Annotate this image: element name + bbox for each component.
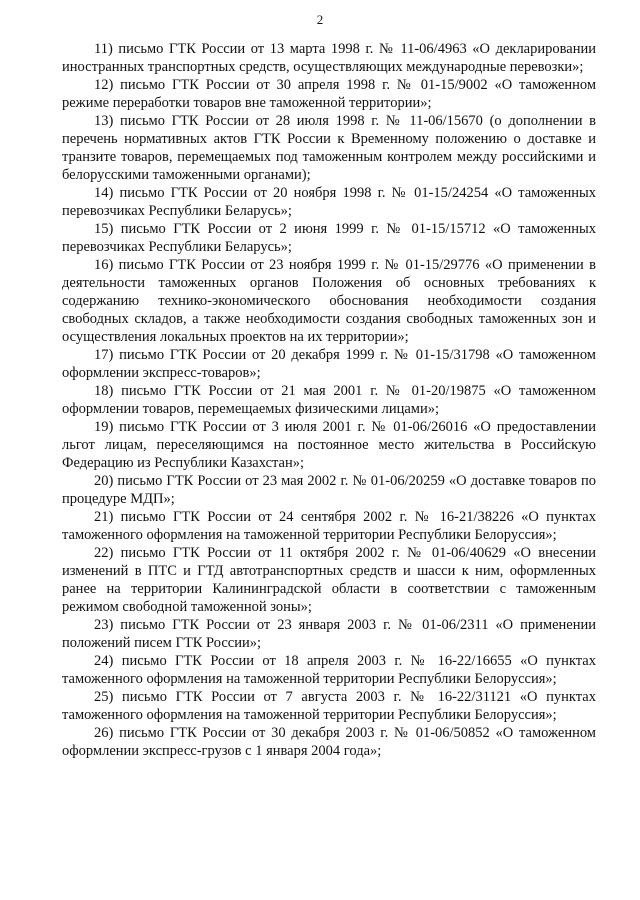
list-item: 21) письмо ГТК России от 24 сентября 2002 г. № 16-21/38226 «О пунктах таможенного оформления на таможенной территории Республики Белоруссия»; [62,509,596,543]
list-item: 22) письмо ГТК России от 11 октября 2002 г. № 01-06/40629 «О внесении изменений в ПТС и ГТД автотранспортных средств и шасси к ним, оформленных ранее на территории Калининградской области в соответствии с таможенным режимом свободной таможенной зоны»; [62,545,596,615]
list-item: 19) письмо ГТК России от 3 июля 2001 г. № 01-06/26016 «О предоставлении льгот лицам, переселяющимся на постоянное место жительства в Российскую Федерацию из Республики Казахстан»; [62,419,596,471]
document-body [62,40,596,760]
list-item: 18) письмо ГТК России от 21 мая 2001 г. № 01-20/19875 «О таможенном оформлении товаров, перемещаемых физическими лицами»; [62,383,596,417]
list-item: 20) письмо ГТК России от 23 мая 2002 г. № 01-06/20259 «О доставке товаров по процедуре МДП»; [62,473,596,507]
list-item: 15) письмо ГТК России от 2 июня 1999 г. № 01-15/15712 «О таможенных перевозчиках Республики Беларусь»; [62,221,596,255]
list-item: 25) письмо ГТК России от 7 августа 2003 г. № 16-22/31121 «О пунктах таможенного оформления на таможенной территории Республики Белоруссия»; [62,689,596,723]
list-item: 16) письмо ГТК России от 23 ноября 1999 г. № 01-15/29776 «О применении в деятельности таможенных органов Положения об основных требованиях к содержанию технико-экономического обоснования необходимости создания свободных складов, а также необходимости создания свободных таможенных зон и осуществления локальных проектов на их территории»; [62,257,596,345]
list-item: 23) письмо ГТК России от 23 января 2003 г. № 01-06/2311 «О применении положений писем ГТК России»; [62,617,596,651]
list-item: 26) письмо ГТК России от 30 декабря 2003 г. № 01-06/50852 «О таможенном оформлении экспресс-грузов с 1 января 2004 года»; [62,725,596,759]
list-item: 14) письмо ГТК России от 20 ноября 1998 г. № 01-15/24254 «О таможенных перевозчиках Республики Беларусь»; [62,185,596,219]
page-number: 2 [316,12,324,27]
list-item: 12) письмо ГТК России от 30 апреля 1998 г. № 01-15/9002 «О таможенном режиме переработки товаров вне таможенной территории»; [62,77,596,111]
list-item: 13) письмо ГТК России от 28 июля 1998 г. № 11-06/15670 (о дополнении в перечень нормативных актов ГТК России к Временному положению о доставке и транзите товаров, перемещаемых под таможенным контролем между российскими и белорусскими таможенными органами); [62,113,596,183]
list-item: 17) письмо ГТК России от 20 декабря 1999 г. № 01-15/31798 «О таможенном оформлении экспресс-товаров»; [62,347,596,381]
list-item: 11) письмо ГТК России от 13 марта 1998 г. № 11-06/4963 «О декларировании иностранных транспортных средств, осуществляющих международные перевозки»; [62,41,596,75]
list-item: 24) письмо ГТК России от 18 апреля 2003 г. № 16-22/16655 «О пунктах таможенного оформления на таможенной территории Республики Белоруссия»; [62,653,596,687]
